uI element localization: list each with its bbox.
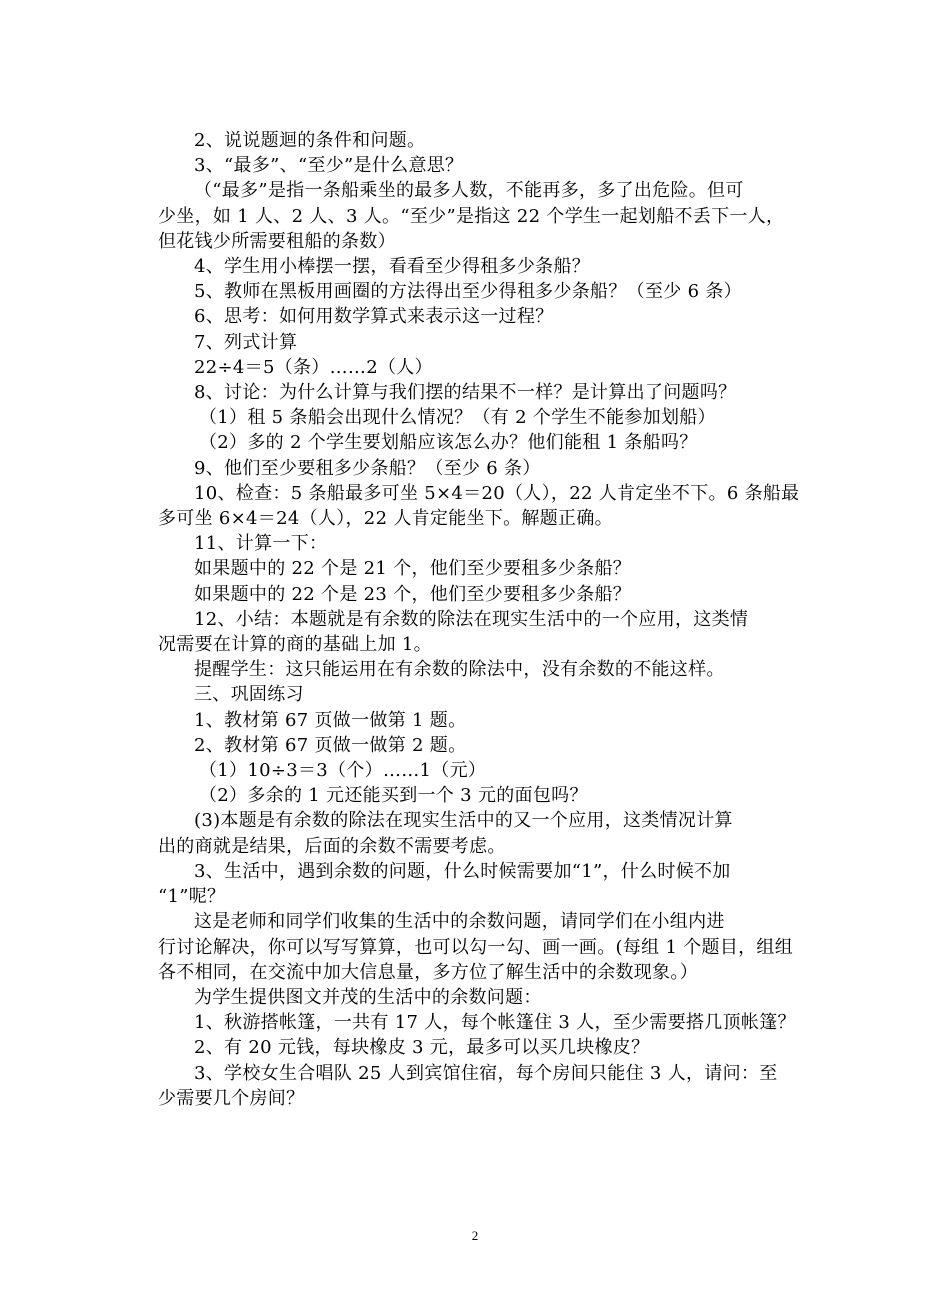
text-line: 行讨论解决，你可以写写算算，也可以勾一勾、画一画。(每组 1 个题目，组组 — [158, 936, 794, 958]
text-line: 这是老师和同学们收集的生活中的余数问题，请同学们在小组内进 — [194, 911, 725, 933]
text-line: 如果题中的 22 个是 21 个，他们至少要租多少条船？ — [194, 558, 632, 580]
text-line: 多可坐 6×4＝24（人），22 人肯定能坐下。解题正确。 — [158, 508, 613, 530]
text-line: 出的商就是结果，后面的余数不需要考虑。 — [158, 835, 506, 857]
text-line: 如果题中的 22 个是 23 个，他们至少要租多少条船？ — [194, 583, 632, 605]
text-line: （1）租 5 条船会出现什么情况？（有 2 个学生不能参加划船） — [199, 407, 716, 429]
text-line: 8、讨论：为什么计算与我们摆的结果不一样？是计算出了问题吗？ — [194, 382, 737, 404]
text-line: 4、学生用小棒摆一摆，看看至少得租多少条船？ — [194, 256, 591, 278]
text-line: 2、有 20 元钱，每块橡皮 3 元，最多可以买几块橡皮？ — [194, 1037, 650, 1059]
text-line: 少需要几个房间？ — [158, 1087, 305, 1109]
text-line: （2）多的 2 个学生要划船应该怎么办？他们能租 1 条船吗？ — [199, 432, 698, 454]
text-line: 各不相同，在交流中加大信息量，多方位了解生活中的余数现象。） — [158, 961, 698, 983]
text-line: 6、思考：如何用数学算式来表示这一过程？ — [194, 306, 554, 328]
text-line: 2、教材第 67 页做一做第 2 题。 — [194, 734, 467, 756]
document-body — [158, 128, 808, 1111]
text-line: 为学生提供图文并茂的生活中的余数问题： — [194, 986, 542, 1008]
text-line: 少坐，如 1 人、2 人、3 人。“至少”是指这 22 个学生一起划船不丢下一人， — [158, 205, 785, 227]
text-line: （1）10÷3＝3（个）……1（元） — [199, 760, 487, 782]
text-line: 10、检查：5 条船最多可坐 5×4＝20（人），22 人肯定坐不下。6 条船最 — [194, 482, 800, 504]
section-heading: 三、巩固练习 — [194, 684, 304, 706]
text-line: 11、计算一下： — [194, 533, 328, 555]
text-line: （2）多余的 1 元还能买到一个 3 元的面包吗？ — [199, 785, 588, 807]
text-line: 况需要在计算的商的基础上加 1。 — [158, 634, 432, 656]
text-line: “1”呢？ — [158, 886, 226, 908]
text-line: 1、秋游搭帐篷，一共有 17 人，每个帐篷住 3 人，至少需要搭几顶帐篷？ — [194, 1012, 796, 1034]
text-line: 提醒学生：这只能运用在有余数的除法中，没有余数的不能这样。 — [194, 659, 725, 681]
text-line: 5、教师在黑板用画圈的方法得出至少得租多少条船？（至少 6 条） — [194, 281, 742, 303]
text-line: 7、列式计算 — [194, 331, 298, 353]
text-line: 2、说说题迴的条件和问题。 — [194, 130, 426, 151]
text-line: 3、“最多”、“至少”是什么意思？ — [194, 155, 464, 177]
text-line: 22÷4＝5（条）……2（人） — [194, 356, 433, 378]
text-line: (3)本题是有余数的除法在现实生活中的又一个应用，这类情况计算 — [194, 810, 733, 832]
text-line: 12、小结：本题就是有余数的除法在现实生活中的一个应用，这类情 — [194, 608, 749, 630]
page-number: 2 — [471, 1228, 479, 1243]
text-line: （“最多”是指一条船乘坐的最多人数，不能再多，多了出危险。但可 — [194, 180, 744, 202]
text-line: 3、学校女生合唱队 25 人到宾馆住宿，每个房间只能住 3 人，请问：至 — [194, 1062, 778, 1084]
text-line: 但花钱少所需要租船的条数） — [158, 230, 396, 252]
text-line: 3、生活中，遇到余数的问题，什么时候需要加“1”，什么时候不加 — [194, 860, 731, 882]
text-line: 9、他们至少要租多少条船？（至少 6 条） — [194, 457, 541, 479]
text-line: 1、教材第 67 页做一做第 1 题。 — [194, 709, 467, 731]
